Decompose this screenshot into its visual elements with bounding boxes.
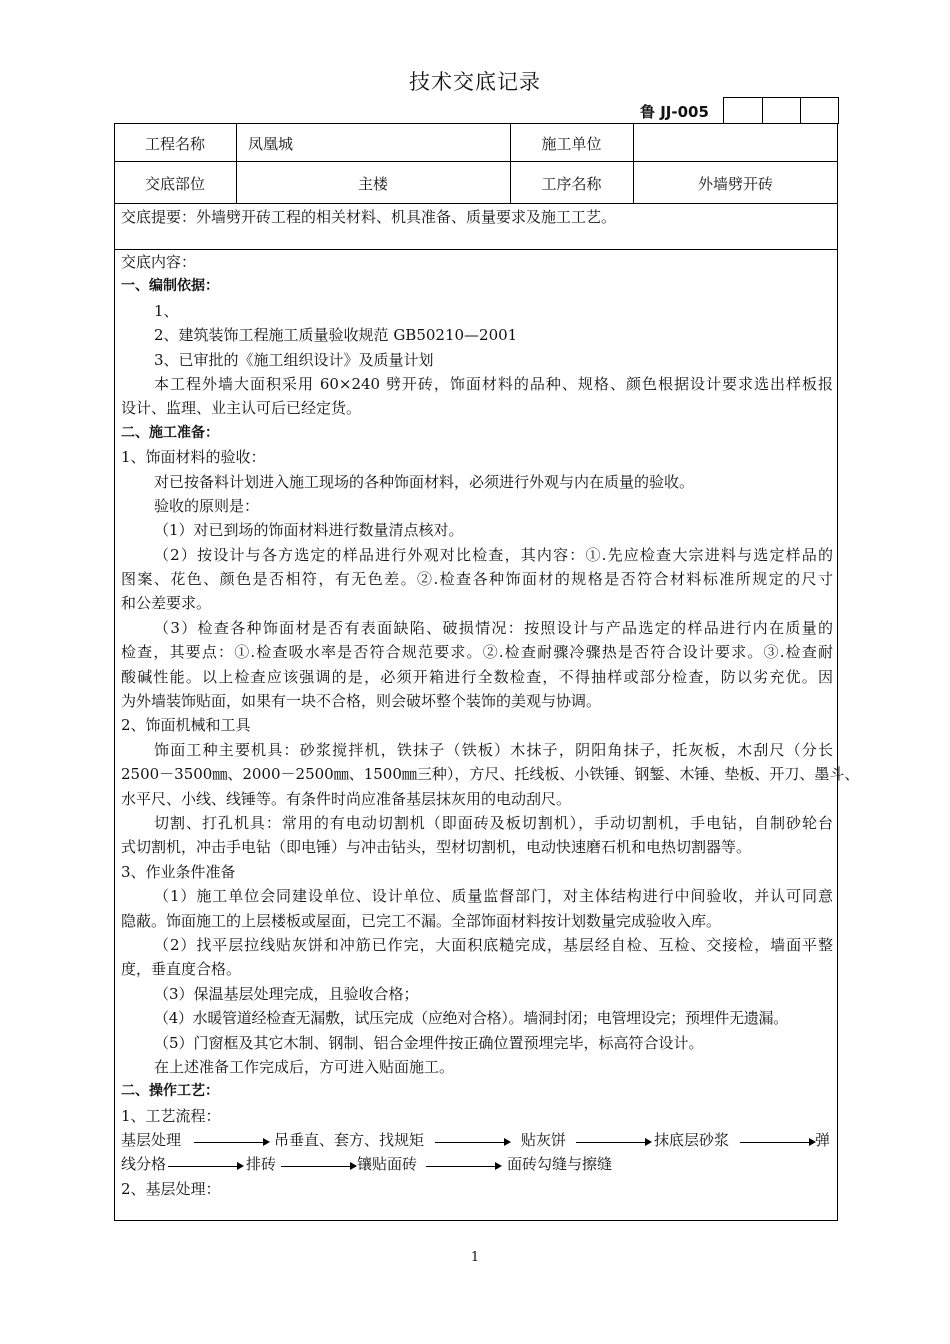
flow-step: 基层处理 <box>121 1131 182 1150</box>
code-box-2 <box>762 97 801 124</box>
arrow-right-icon <box>435 1142 509 1143</box>
paragraph-line: 本工程外墙大面积采用 60×240 劈开砖，饰面材料的品种、规格、颜色根据设计要求选出样板报 <box>154 374 833 393</box>
flow-step: 弹 <box>815 1131 831 1150</box>
section-title: 二、操作工艺： <box>121 1083 219 1100</box>
paragraph-line: 式切割机，冲击手电钻（即电锤）与冲击钻头，型材切割机，电动快速磨石机和电热切割器等。 <box>121 838 752 857</box>
paragraph-line: 图案、花色、颜色是否相符，有无色差。②.检查各种饰面材的规格是否符合材料标准所规定的尺寸 <box>121 570 833 589</box>
subsection-title: 1、饰面材料的验收： <box>121 448 266 467</box>
project-name-label: 工程名称 <box>144 135 205 153</box>
paragraph-line: （5）门窗框及其它木制、钢制、铝合金埋件按正确位置预埋完毕，标高符合设计。 <box>154 1033 704 1052</box>
table-divider <box>114 161 838 162</box>
subsection-title: 2、饰面机械和工具 <box>121 716 251 735</box>
part-label: 交底部位 <box>144 175 205 193</box>
paragraph-line: 验收的原则是： <box>154 496 260 515</box>
project-name-value: 凤凰城 <box>248 135 294 153</box>
document-title: 技术交底记录 <box>409 70 541 94</box>
part-value: 主楼 <box>357 175 388 193</box>
flow-step: 线分格 <box>121 1155 167 1174</box>
paragraph-line: （1）施工单位会同建设单位、设计单位、质量监督部门，对主体结构进行中间验收，并认可同意 <box>154 887 833 906</box>
subsection-title: 3、作业条件准备 <box>121 862 236 881</box>
process-flow-line-1 <box>121 1128 833 1152</box>
paragraph-line: （3）检查各种饰面材是否有表面缺陷、破损情况：按照设计与产品选定的样品进行内在质量的 <box>154 618 833 637</box>
arrow-right-icon <box>740 1142 814 1143</box>
paragraph-line: 对已按备料计划进入施工现场的各种饰面材料，必须进行外观与内在质量的验收。 <box>154 472 695 491</box>
paragraph-line: 为外墙装饰贴面，如果有一块不合格，则会破坏整个装饰的美观与协调。 <box>121 692 602 711</box>
paragraph-line: 水平尺、小线、线锤等。有条件时尚应准备基层抹灰用的电动刮尺。 <box>121 789 572 808</box>
paragraph-line: 隐蔽。饰面施工的上层楼板或屋面，已完工不漏。全部饰面材料按计划数量完成验收入库。 <box>121 911 722 930</box>
process-label: 工序名称 <box>541 175 602 193</box>
paragraph-line: 度，垂直度合格。 <box>121 960 242 979</box>
paragraph-line: （3）保温基层处理完成，且验收合格； <box>154 984 419 1003</box>
page-number: 1 <box>470 1250 480 1265</box>
paragraph-line: 2500－3500㎜、2000－2500㎜、1500㎜三种），方尺、托线板、小铁锤、钢錾、木锤、垫板、开刀、墨斗、 <box>121 765 860 784</box>
section-title: 一、编制依据： <box>121 278 219 295</box>
subsection-title: 1、工艺流程： <box>121 1106 221 1125</box>
content-body <box>121 250 860 1201</box>
paragraph-line: 切割、打孔机具：常用的有电动切割机（即面砖及板切割机），手动切割机，手电钻，自制砂轮台 <box>154 813 833 832</box>
code-box-1 <box>723 97 763 124</box>
arrow-right-icon <box>281 1166 355 1167</box>
paragraph-line: （1）对已到场的饰面材料进行数量清点核对。 <box>154 521 464 540</box>
process-value: 外墙劈开砖 <box>697 175 773 193</box>
summary-text: 交底提要：外墙劈开砖工程的相关材料、机具准备、质量要求及施工工艺。 <box>121 208 617 226</box>
list-item: 3、已审批的《施工组织设计》及质量计划 <box>154 350 434 369</box>
document-code: 鲁 JJ-005 <box>640 103 709 121</box>
flow-step: 抹底层砂浆 <box>654 1131 730 1150</box>
construction-unit-label: 施工单位 <box>541 135 602 153</box>
paragraph-line: （4）水暖管道经检查无漏敷，试压完成（应绝对合格）。墙洞封闭；电管埋设完；预埋件无遗漏。 <box>154 1009 788 1028</box>
arrow-right-icon <box>426 1166 500 1167</box>
flow-step: 镶贴面砖 <box>357 1155 418 1174</box>
flow-step: 贴灰饼 <box>521 1131 567 1150</box>
paragraph-line: 酸碱性能。以上检查应该强调的是，必须开箱进行全数检查，不得抽样或部分检查，防以劣充优。因 <box>121 667 833 686</box>
arrow-right-icon <box>194 1142 268 1143</box>
paragraph-line: （2）找平层拉线贴灰饼和冲筋已作完，大面积底糙完成，基层经自检、互检、交接检，墙面平整 <box>154 935 833 954</box>
paragraph-line: 设计、监理、业主认可后已经定货。 <box>121 399 362 418</box>
flow-step: 排砖 <box>246 1155 277 1174</box>
paragraph-line: 饰面工种主要机具：砂浆搅拌机，铁抹子（铁板）木抹子，阴阳角抹子，托灰板，木刮尺（分长 <box>154 740 833 759</box>
process-flow-line-2 <box>121 1152 833 1176</box>
paragraph-line: 和公差要求。 <box>121 594 212 613</box>
flow-step: 吊垂直、套方、找规矩 <box>274 1131 425 1150</box>
arrow-right-icon <box>168 1166 242 1167</box>
paragraph-line: 检查，其要点：①.检查吸水率是否符合规范要求。②.检查耐骤冷骤热是否符合设计要求。③.检查耐 <box>121 643 833 662</box>
list-item: 2、建筑装饰工程施工质量验收规范 GB50210—2001 <box>154 326 518 345</box>
list-item: 1、 <box>154 301 179 320</box>
content-label: 交底内容： <box>121 253 197 271</box>
section-title: 二、施工准备： <box>121 424 219 441</box>
subsection-title: 2、基层处理： <box>121 1179 221 1198</box>
paragraph-line: 在上述准备工作完成后，方可进入贴面施工。 <box>154 1057 455 1076</box>
table-divider <box>114 203 838 204</box>
paragraph-line: （2）按设计与各方选定的样品进行外观对比检查，其内容：①.先应检查大宗进料与选定样品的 <box>154 545 833 564</box>
flow-step: 面砖勾缝与擦缝 <box>507 1155 613 1174</box>
arrow-right-icon <box>576 1142 650 1143</box>
code-box-3 <box>800 97 839 124</box>
